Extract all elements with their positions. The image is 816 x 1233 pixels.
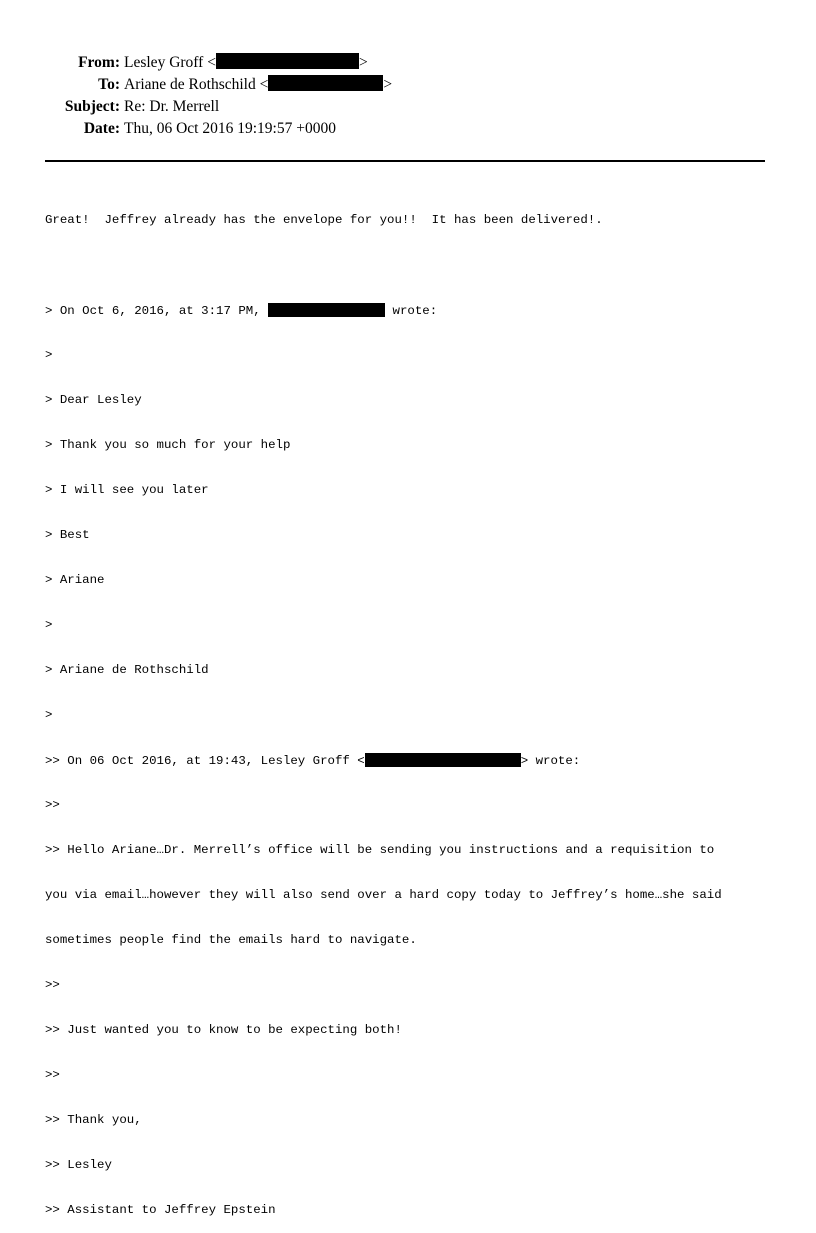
nested-quote-header-prefix: >> On 06 Oct 2016, at 19:43, Lesley Groff < — [45, 754, 365, 768]
quote-line: > Ariane — [45, 573, 105, 587]
nested-quote-line: >> Hello Ariane…Dr. Merrell’s office will be sending you instructions and a requisition to — [45, 843, 715, 857]
redaction-block — [365, 753, 521, 767]
to-name: Ariane de Rothschild < — [124, 76, 269, 93]
subject-value: Re: Dr. Merrell — [124, 98, 220, 115]
quote-line: > — [45, 348, 53, 362]
to-label: To: — [98, 76, 120, 93]
from-close: > — [358, 54, 368, 71]
email-body — [45, 183, 775, 1233]
to-row — [0, 74, 816, 96]
quote-line: > I will see you later — [45, 483, 209, 497]
nested-quote-header-suffix: > wrote: — [520, 754, 581, 768]
nested-quote-header-line — [45, 753, 775, 768]
quote-line: > Thank you so much for your help — [45, 438, 291, 452]
quote-line: > Ariane de Rothschild — [45, 663, 209, 677]
quote-header-prefix: > On Oct 6, 2016, at 3:17 PM, — [45, 304, 269, 318]
date-row — [0, 118, 816, 140]
date-value: Thu, 06 Oct 2016 19:19:57 +0000 — [124, 120, 336, 137]
email-headers — [0, 52, 816, 140]
redaction-block — [268, 303, 385, 317]
header-divider — [45, 160, 765, 162]
nested-quote-line: >> Lesley — [45, 1158, 112, 1172]
subject-row — [0, 96, 816, 118]
nested-quote-line: sometimes people find the emails hard to navigate. — [45, 933, 417, 947]
to-value — [124, 74, 392, 96]
nested-quote-line: you via email…however they will also send over a hard copy today to Jeffrey’s home…she said — [45, 888, 722, 902]
nested-quote-line: >> Just wanted you to know to be expecting both! — [45, 1023, 402, 1037]
nested-quote-line: >> — [45, 978, 60, 992]
from-row — [0, 52, 816, 74]
redaction-block — [268, 75, 383, 91]
blank-line — [45, 258, 775, 273]
quote-line: > — [45, 618, 53, 632]
quote-line: > Best — [45, 528, 90, 542]
from-value — [124, 52, 368, 74]
body-line: Great! Jeffrey already has the envelope for you!! It has been delivered!. — [45, 213, 603, 227]
subject-label: Subject: — [64, 98, 120, 115]
quote-header-line — [45, 303, 775, 318]
quote-line: > — [45, 708, 53, 722]
redaction-block — [216, 53, 359, 69]
from-name: Lesley Groff < — [124, 54, 216, 71]
from-label: From: — [78, 54, 120, 71]
nested-quote-line: >> — [45, 1068, 60, 1082]
to-close: > — [383, 76, 393, 93]
nested-quote-line: >> — [45, 798, 60, 812]
quote-line: > Dear Lesley — [45, 393, 142, 407]
nested-quote-line: >> Thank you, — [45, 1113, 142, 1127]
date-label: Date: — [83, 120, 120, 137]
nested-quote-line: >> Assistant to Jeffrey Epstein — [45, 1203, 276, 1217]
quote-header-suffix: wrote: — [385, 304, 438, 318]
